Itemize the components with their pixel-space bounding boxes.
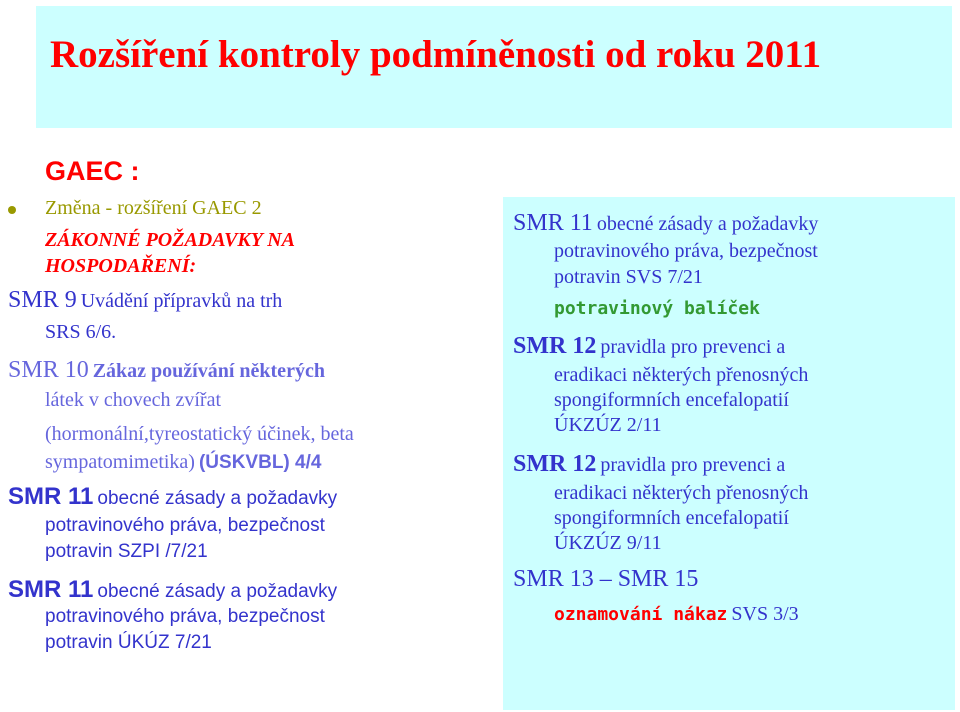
- smr11-szpi-text-3: potravin SZPI /7/21: [45, 541, 208, 562]
- smr10-line: [8, 357, 325, 384]
- disease-notification-ref: SVS 3/3: [731, 603, 799, 625]
- smr10-text-3: (hormonální,tyreostatický účinek, beta: [45, 423, 354, 445]
- smr9-text: Uvádění přípravků na trh: [80, 290, 283, 312]
- right-smr12a-text-2: eradikaci některých přenosných: [554, 364, 809, 386]
- right-smr12a-text-3: spongiformních encefalopatií: [554, 389, 789, 411]
- smr11-ukuz-text-1: obecné zásady a požadavky: [97, 581, 338, 602]
- right-smr11-text-3: potravin SVS 7/21: [554, 266, 703, 288]
- smr11-ukuz-text-3: potravin ÚKÚZ 7/21: [45, 632, 212, 653]
- food-package-label: potravinový balíček: [554, 298, 760, 319]
- smr13-15-label: SMR 13 – SMR 15: [513, 566, 699, 592]
- legal-requirements-heading-line2: HOSPODAŘENÍ:: [45, 255, 197, 277]
- title-banner: [36, 6, 952, 128]
- right-smr12b-code: SMR 12: [513, 451, 597, 477]
- right-smr12a-line: [513, 333, 785, 360]
- legal-requirements-heading-line1: ZÁKONNÉ POŽADAVKY NA: [45, 229, 296, 251]
- smr10-reference: (ÚSKVBL) 4/4: [198, 452, 322, 473]
- smr9-code: SMR 9: [8, 287, 77, 313]
- smr11-ukuz-text-2: potravinového práva, bezpečnost: [45, 606, 325, 627]
- smr10-line-4: [45, 451, 321, 474]
- slide-title: Rozšíření kontroly podmíněnosti od roku 2011: [50, 33, 822, 76]
- right-smr11-line: [513, 210, 818, 237]
- right-smr11-text-1: obecné zásady a požadavky: [596, 213, 819, 235]
- right-smr12a-code: SMR 12: [513, 333, 597, 359]
- smr9-line: [8, 287, 282, 314]
- right-smr12a-text-4: ÚKZÚZ 2/11: [554, 414, 662, 436]
- disease-notification-label: oznamování nákaz: [554, 604, 728, 625]
- right-smr12b-text-2: eradikaci některých přenosných: [554, 482, 809, 504]
- right-smr12b-text-4: ÚKZÚZ 9/11: [554, 532, 662, 554]
- smr11-ukuz-code: SMR 11: [8, 576, 94, 603]
- smr10-code: SMR 10: [8, 357, 89, 383]
- smr10-text-1: Zákaz používání některých: [92, 360, 325, 382]
- right-smr11-code: SMR 11: [513, 210, 593, 236]
- smr9-reference: SRS 6/6.: [45, 321, 117, 343]
- smr10-text-2: látek v chovech zvířat: [45, 389, 222, 411]
- smr11-szpi-text-1: obecné zásady a požadavky: [97, 488, 338, 509]
- disease-notification-line: [554, 603, 799, 626]
- right-smr12b-line: [513, 451, 785, 478]
- gaec-heading: GAEC :: [45, 156, 140, 186]
- smr10-text-4: sympatomimetika): [45, 451, 195, 473]
- smr11-szpi-line: [8, 483, 337, 511]
- smr11-ukuz-line: [8, 576, 337, 604]
- right-smr12b-text-3: spongiformních encefalopatií: [554, 507, 789, 529]
- right-smr12b-text-1: pravidla pro prevenci a: [600, 454, 786, 476]
- right-smr11-text-2: potravinového práva, bezpečnost: [554, 240, 818, 262]
- bullet-icon: [8, 206, 16, 214]
- gaec-change-text: Změna - rozšíření GAEC 2: [45, 197, 262, 219]
- smr11-szpi-code: SMR 11: [8, 483, 94, 510]
- smr11-szpi-text-2: potravinového práva, bezpečnost: [45, 515, 325, 536]
- right-smr12a-text-1: pravidla pro prevenci a: [600, 336, 786, 358]
